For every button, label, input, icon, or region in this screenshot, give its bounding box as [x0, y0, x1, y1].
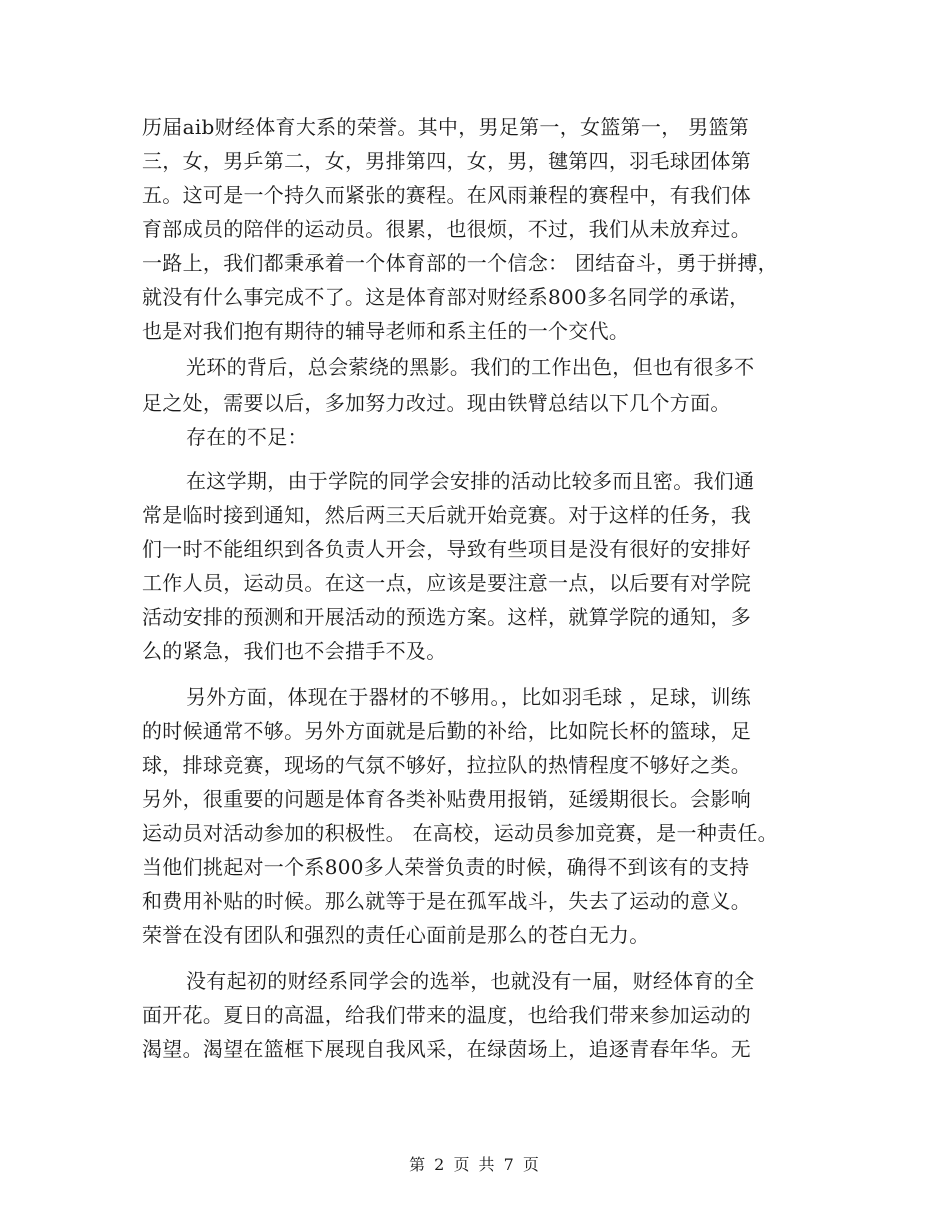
text-line: 另外，很重要的问题是体育各类补贴费用报销，延缓期很长。会影响 [142, 787, 751, 811]
text-line: 没有起初的财经系同学会的选举，也就没有一届，财经体育的全 [186, 969, 755, 993]
text-line: 工作人员，运动员。在这一点，应该是要注意一点，以后要有对学院 [142, 571, 751, 595]
text-line: 渴望。渴望在篮框下展现自我风采，在绿茵场上，追逐青春年华。无 [142, 1037, 751, 1061]
text-line: 就没有什么事完成不了。这是体育部对财经系800多名同学的承诺， [142, 285, 750, 309]
text-line: 五。这可是一个持久而紧张的赛程。在风雨兼程的赛程中，有我们体 [142, 183, 751, 207]
text-line: 光环的背后，总会萦绕的黑影。我们的工作出色，但也有很多不 [186, 355, 755, 379]
text-line: 运动员对活动参加的积极性。 在高校，运动员参加竞赛，是一种责任。 [142, 821, 778, 845]
text-line: 在这学期，由于学院的同学会安排的活动比较多而且密。我们通 [186, 469, 755, 493]
text-line: 球，排球竞赛，现场的气氛不够好，拉拉队的热情程度不够好之类。 [142, 753, 751, 777]
text-line: 荣誉在没有团队和强烈的责任心面前是那么的苍白无力。 [142, 923, 650, 947]
text-line: 三，女，男乒第二，女，男排第四，女，男，毽第四，羽毛球团体第 [142, 149, 751, 173]
text-line: 足之处，需要以后，多加努力改过。现由铁臂总结以下几个方面。 [142, 391, 731, 415]
text-line: 常是临时接到通知，然后两三天后就开始竞赛。对于这样的任务，我 [142, 503, 751, 527]
text-line: 么的紧急，我们也不会措手不及。 [142, 639, 447, 663]
text-line: 们一时不能组织到各负责人开会，导致有些项目是没有很好的安排好 [142, 537, 751, 561]
page-number-footer: 第 2 页 共 7 页 [409, 1155, 541, 1174]
text-line: 一路上，我们都秉承着一个体育部的一个信念： 团结奋斗，勇于拼搏， [142, 251, 778, 275]
section-heading: 存在的不足： [186, 425, 308, 449]
text-line: 历届aib财经体育大系的荣誉。其中，男足第一，女篮第一， 男篮第 [142, 115, 750, 139]
text-line: 活动安排的预测和开展活动的预选方案。这样，就算学院的通知，多 [142, 605, 751, 629]
text-line: 面开花。夏日的高温，给我们带来的温度，也给我们带来参加运动的 [142, 1003, 751, 1027]
text-line: 的时候通常不够。另外方面就是后勤的补给，比如院长杯的篮球，足 [142, 719, 751, 743]
text-line: 和费用补贴的时候。那么就等于是在孤军战斗，失去了运动的意义。 [142, 889, 751, 913]
text-line: 另外方面，体现在于器材的不够用。，比如羽毛球 ，足球，训练 [186, 685, 752, 709]
text-line: 当他们挑起对一个系800多人荣誉负责的时候，确得不到该有的支持 [142, 855, 750, 879]
text-line: 育部成员的陪伴的运动员。很累，也很烦，不过，我们从未放弃过。 [142, 217, 751, 241]
text-line: 也是对我们抱有期待的辅导老师和系主任的一个交代。 [142, 319, 630, 343]
